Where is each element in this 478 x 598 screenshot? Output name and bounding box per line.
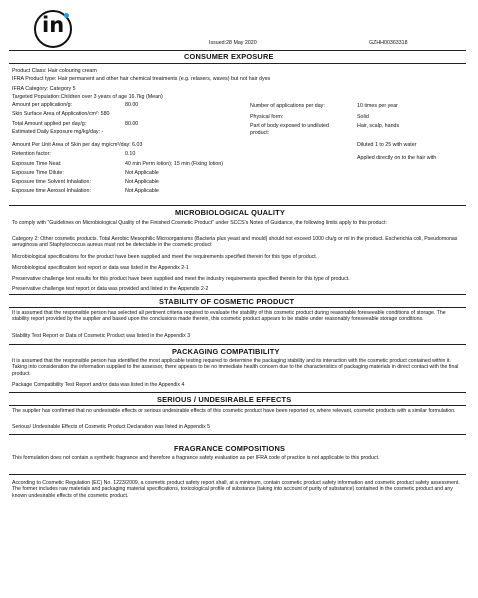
- exposure-value: Solid: [357, 114, 369, 120]
- exposure-label: Total Amount applied per day/g:: [12, 121, 87, 127]
- micro-paragraph: To comply with "Guidelines on Microbiological Quality of the Finished Cosmetic Product" under SCCS's Notes of Guidance, the following limits apply to this product:: [12, 220, 387, 226]
- micro-paragraph: Preservative challenge test report or data was provided and listed in the Appendix 2-2: [12, 286, 209, 292]
- divider: [9, 474, 466, 475]
- divider: [9, 392, 466, 393]
- company-logo: [34, 10, 74, 50]
- dilution-note: Diluted 1 to 25 with water: [357, 142, 417, 148]
- exposure-label: Exposure time Aerosol Inhalation:: [12, 188, 91, 194]
- divider: [9, 307, 466, 308]
- divider: [9, 294, 466, 295]
- microbiological-heading: MICROBIOLOGICAL QUALITY: [175, 208, 285, 217]
- exposure-label: Skin Surface Area of Application/cm²: 580: [12, 111, 110, 117]
- packaging-paragraph: Package Compatibility Test Report and/or data was listed in the Appendix 4: [12, 382, 185, 388]
- micro-paragraph: Microbiological specification test report or data was listed in the Appendix 2-1: [12, 265, 189, 271]
- exposure-value: Hair, scalp, hands: [357, 123, 400, 129]
- divider: [9, 50, 466, 51]
- exposure-label: Part of body exposed to undiluted: [250, 123, 329, 129]
- packaging-heading: PACKAGING COMPATIBILITY: [172, 347, 280, 356]
- stability-heading: STABILITY OF COSMETIC PRODUCT: [159, 297, 295, 306]
- fragrance-heading: FRAGRANCE COMPOSITIONS: [174, 444, 286, 453]
- exposure-value: Not Applicable: [125, 179, 159, 185]
- divider: [9, 205, 466, 206]
- serious-paragraph: The supplier has confirmed that no undesirable effects or serious undesirable effects of this cosmetic product have been reported or, where relevant, cosmetic products with a similar formulation.: [12, 408, 456, 414]
- exposure-value: 0.10: [125, 151, 136, 157]
- logo-text: in: [42, 13, 65, 37]
- consumer-exposure-heading: CONSUMER EXPOSURE: [184, 52, 274, 61]
- exposure-label: product:: [250, 130, 270, 136]
- target-population: Targeted Population:Children over 3 years of age 16.7kg (Mean): [12, 94, 163, 100]
- exposure-value: Not Applicable: [125, 170, 159, 176]
- exposure-label: Exposure Time Dilute:: [12, 170, 64, 176]
- divider: [9, 63, 466, 64]
- micro-paragraph: Preservative challenge test results for this product have been supplied and meet the industry requirements specified therein for this type of product.: [12, 276, 350, 282]
- micro-paragraph: Category 2: Other cosmetic products. Total Aerobic Mesophilic Microorganisms (Bacteria plus yeast and mould) should not exceed 1000 cfu/g or ml in the product. Escherichia coli, Pseudomonas aeruginosa and Staphylococcus aureus must not be detectable in the cosmetic product: [12, 236, 458, 249]
- exposure-label: Physical form:: [250, 114, 284, 120]
- fragrance-paragraph: This formulation does not contain a synthetic fragrance and therefore a fragrance safety evaluation as per IFRA code of practice is not applicable to this product.: [12, 455, 380, 461]
- ifra-product-type: IFRA Product type: Hair permanent and other hair chemical treatments (e.g. relaxers, waves) but not hair dyes: [12, 76, 271, 82]
- exposure-value: 80.00: [125, 102, 139, 108]
- exposure-value: 40 min Perm lotion); 15 min (Fixing lotion): [125, 161, 224, 167]
- exposure-value: Not Applicable: [125, 188, 159, 194]
- exposure-label: Retention factor:: [12, 151, 51, 157]
- exposure-label: Amount per application/g:: [12, 102, 73, 108]
- exposure-value: 10 times per year: [357, 103, 398, 109]
- logo-dot: [64, 13, 69, 18]
- fragrance-paragraph: According to Cosmetic Regulation (EC) No. 1223/2009, a cosmetic product safety report shall, at a minimum, contain cosmetic product safety information and cosmetic product safety assessment. The former includes raw materials and packaging material specifications, toxicological profile of substance (taking into account of purity of substance) contained in the cosmetic product and any known undesirable effects of the cosmetic product.: [12, 480, 460, 499]
- exposure-label: Number of applications per day:: [250, 103, 325, 109]
- exposure-label: Amount Per Unit Area of Skin per day mg/cm²/day: 6.03: [12, 142, 143, 148]
- serious-paragraph: Serious/ Undesirable Effects of Cosmetic Product Declaration was listed in Appendix 5: [12, 424, 210, 430]
- application-note: Applied directly on to the hair with: [357, 155, 437, 161]
- issued-date: Issued:28 May 2020: [209, 40, 257, 46]
- product-class: Product Class: Hair colouring cream: [12, 68, 97, 74]
- divider: [9, 344, 466, 345]
- exposure-label: Exposure time Solvent Inhalation:: [12, 179, 91, 185]
- exposure-label: Estimated Daily Exposure mg/kg/day: -: [12, 129, 104, 135]
- document-number: GZHH00363318: [369, 40, 408, 46]
- exposure-label: Exposure Time Neat:: [12, 161, 62, 167]
- micro-paragraph: Microbiological specifications for the product have been supplied and meet the requirements specified therein for this type of product.: [12, 254, 318, 260]
- exposure-value: 80.00: [125, 121, 139, 127]
- stability-paragraph: Stability Test Report or Data of Cosmetic Product was listed in the Appendix 3: [12, 333, 191, 339]
- stability-paragraph: It is assumed that the responsible person has selected all pertinent criteria required to evaluate the stability of this cosmetic product during reasonable foreseeable conditions of storage. The stability report provided by the supplier and based upon the conclusions made therein, this cosmetic product appears to be stable under reasonably foreseeable storage conditions.: [12, 310, 446, 323]
- packaging-paragraph: It is assumed that the responsible person has identified the most applicable testing required to determine the packaging stability and its interaction with the cosmetic product contained within it. Taking into consideration the information supplied to the assessor, there appears to be no immediate health concern due to the characteristics of packaging materials in direct contact with the final product.: [12, 358, 459, 377]
- divider: [9, 434, 466, 435]
- divider: [9, 405, 466, 406]
- ifra-category: IFRA Category: Category 5: [12, 86, 76, 92]
- serious-effects-heading: SERIOUS / UNDESIRABLE EFFECTS: [157, 395, 292, 404]
